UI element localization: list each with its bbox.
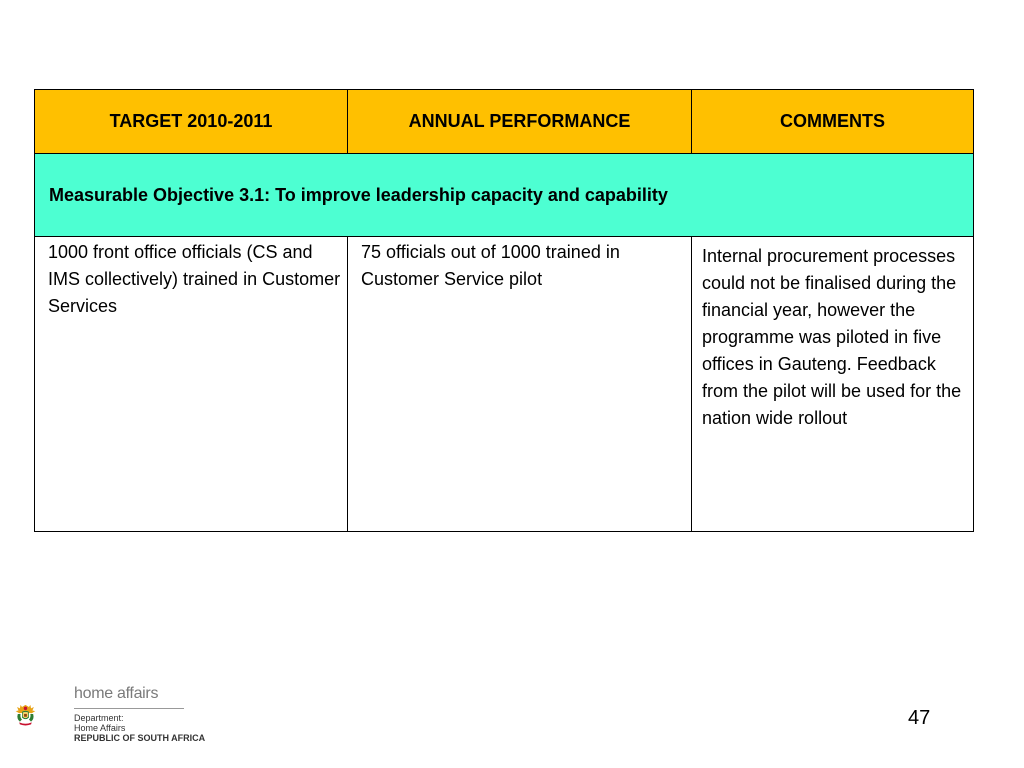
page-number: 47 <box>908 707 931 729</box>
logo-divider <box>74 708 184 709</box>
header-row <box>35 90 974 154</box>
table-row <box>35 237 974 532</box>
measurable-objective: Measurable Objective 3.1: To improve leadership capacity and capability <box>35 154 974 237</box>
performance-cell: 75 officials out of 1000 trained in Customer Service pilot <box>348 237 692 532</box>
performance-table <box>34 89 974 532</box>
comments-cell: Internal procurement processes could not be finalised during the financial year, however the programme was piloted in five offices in Gauteng. Feedback from the pilot will be used for the nation wide rollout <box>692 237 974 532</box>
coat-of-arms-icon <box>15 682 75 748</box>
header-comments: COMMENTS <box>692 90 974 154</box>
header-annual-performance: ANNUAL PERFORMANCE <box>348 90 692 154</box>
brand-name: home affairs <box>74 685 159 702</box>
objective-row <box>35 154 974 237</box>
logo-republic: REPUBLIC OF SOUTH AFRICA <box>74 733 206 743</box>
logo-department: Department: <box>74 713 124 723</box>
logo-home-affairs: Home Affairs <box>74 723 126 733</box>
target-cell: 1000 front office officials (CS and IMS collectively) trained in Customer Services <box>35 237 348 532</box>
header-target: TARGET 2010-2011 <box>35 90 348 154</box>
